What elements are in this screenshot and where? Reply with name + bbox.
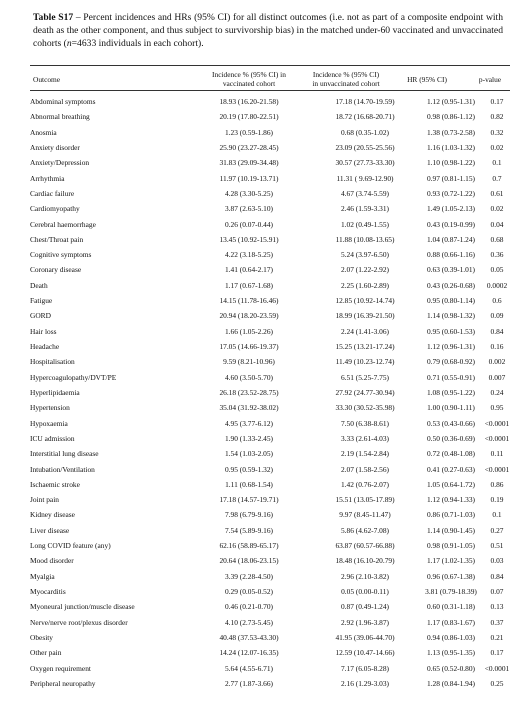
- cell-unvaccinated-incidence: 63.87 (60.57-66.88): [335, 541, 395, 551]
- header-pvalue: p-value: [478, 75, 502, 84]
- cell-hazard-ratio: 1.14 (0.90-1.45): [426, 525, 476, 535]
- table-row: [30, 523, 510, 538]
- cell-unvaccinated-incidence: 11.49 (10.23-12.74): [335, 357, 395, 367]
- cell-vaccinated-incidence: 35.04 (31.92-38.02): [219, 403, 279, 413]
- cell-p-value: 0.37: [490, 617, 504, 627]
- cell-hazard-ratio: 0.95 (0.60-1.53): [426, 326, 476, 336]
- table-row: [30, 477, 510, 492]
- cell-p-value: 0.02: [490, 204, 504, 214]
- cell-vaccinated-incidence: 20.94 (18.20-23.59): [219, 311, 279, 321]
- cell-unvaccinated-incidence: 17.18 (14.70-19.59): [335, 97, 395, 106]
- cell-outcome: Joint pain: [30, 495, 59, 505]
- cell-vaccinated-incidence: 1.17 (0.67-1.68): [224, 280, 274, 290]
- header-hr: HR (95% CI): [407, 75, 447, 84]
- table-row: [30, 308, 510, 323]
- cell-unvaccinated-incidence: 1.02 (0.49-1.55): [340, 219, 390, 229]
- cell-vaccinated-incidence: 17.05 (14.66-19.37): [219, 342, 279, 351]
- cell-hazard-ratio: 1.12 (0.95-1.31): [426, 97, 476, 106]
- cell-hazard-ratio: 1.14 (0.98-1.32): [426, 311, 476, 321]
- cell-p-value: 0.0002: [486, 280, 508, 290]
- cell-unvaccinated-incidence: 30.57 (27.73-33.30): [335, 158, 395, 168]
- table-row: [30, 339, 510, 354]
- cell-vaccinated-incidence: 0.26 (0.07-0.44): [224, 219, 274, 229]
- cell-hazard-ratio: 0.98 (0.86-1.12): [426, 112, 476, 122]
- cell-vaccinated-incidence: 13.45 (10.92-15.91): [219, 234, 279, 244]
- cell-vaccinated-incidence: 4.10 (2.73-5.45): [224, 617, 274, 627]
- header-unvaccinated: [290, 70, 402, 88]
- cell-unvaccinated-incidence: 27.92 (24.77-30.94): [335, 387, 395, 397]
- header-vaccinated-line2: vaccinated cohort: [222, 79, 276, 88]
- caption-n-symbol: n: [66, 38, 72, 49]
- table-row: [30, 247, 510, 262]
- cell-p-value: 0.84: [490, 571, 504, 581]
- cell-hazard-ratio: 0.71 (0.55-0.91): [426, 372, 476, 382]
- cell-outcome: Cognitive symptoms: [30, 250, 92, 260]
- table-row: [30, 507, 510, 522]
- cell-vaccinated-incidence: 4.95 (3.77-6.12): [224, 418, 274, 428]
- cell-unvaccinated-incidence: 11.31 ( 9.69-12.90): [336, 173, 394, 183]
- cell-unvaccinated-incidence: 0.05 (0.00-0.11): [341, 587, 389, 596]
- cell-hazard-ratio: 1.08 (0.95-1.22): [426, 387, 476, 397]
- cell-hazard-ratio: 0.88 (0.66-1.16): [426, 250, 476, 260]
- cell-hazard-ratio: 3.81 (0.79-18.39): [425, 587, 477, 596]
- cell-unvaccinated-incidence: 2.24 (1.41-3.06): [340, 326, 390, 336]
- table-row: [30, 324, 510, 339]
- cell-vaccinated-incidence: 1.41 (0.64-2.17): [224, 265, 274, 275]
- caption-dash: –: [73, 12, 84, 23]
- cell-unvaccinated-incidence: 2.92 (1.96-3.87): [340, 617, 390, 627]
- cell-unvaccinated-incidence: 4.67 (3.74-5.59): [340, 188, 390, 198]
- cell-p-value: 0.61: [490, 188, 504, 198]
- cell-unvaccinated-incidence: 41.95 (39.06-44.70): [335, 632, 395, 642]
- cell-hazard-ratio: 1.04 (0.87-1.24): [426, 234, 476, 244]
- cell-p-value: 0.09: [490, 311, 504, 321]
- cell-p-value: <0.0001: [484, 433, 510, 443]
- cell-unvaccinated-incidence: 3.33 (2.61-4.03): [340, 433, 390, 443]
- cell-vaccinated-incidence: 2.77 (1.87-3.66): [224, 678, 274, 688]
- cell-p-value: 0.19: [490, 495, 504, 505]
- cell-hazard-ratio: 0.94 (0.86-1.03): [426, 632, 476, 642]
- cell-hazard-ratio: 1.16 (1.03-1.32): [426, 142, 476, 152]
- table-row: [30, 599, 510, 614]
- cell-p-value: 0.13: [490, 602, 504, 612]
- cell-hazard-ratio: 1.28 (0.84-1.94): [426, 678, 476, 688]
- cell-unvaccinated-incidence: 2.19 (1.54-2.84): [340, 449, 390, 459]
- cell-hazard-ratio: 1.10 (0.98-1.22): [426, 158, 476, 168]
- cell-vaccinated-incidence: 1.23 (0.59-1.86): [224, 127, 274, 137]
- cell-p-value: 0.36: [490, 250, 504, 260]
- cell-p-value: 0.17: [490, 97, 504, 106]
- cell-unvaccinated-incidence: 1.42 (0.76-2.07): [340, 479, 390, 489]
- cell-outcome: Liver disease: [30, 525, 70, 535]
- cell-hazard-ratio: 0.72 (0.48-1.08): [426, 449, 476, 459]
- header-unvaccinated-line2: in unvaccinated cohort: [312, 79, 380, 88]
- cell-outcome: Kidney disease: [30, 510, 75, 520]
- cell-vaccinated-incidence: 14.15 (11.78-16.46): [219, 296, 279, 306]
- cell-vaccinated-incidence: 3.39 (2.28-4.50): [224, 571, 274, 581]
- cell-outcome: Hypoxaemia: [30, 418, 68, 428]
- cell-outcome: Other pain: [30, 648, 62, 658]
- cell-vaccinated-incidence: 11.97 (10.19-13.71): [219, 173, 279, 183]
- cell-p-value: <0.0001: [484, 418, 510, 428]
- cell-hazard-ratio: 0.96 (0.67-1.38): [426, 571, 476, 581]
- cell-p-value: 0.007: [488, 372, 506, 382]
- cell-unvaccinated-incidence: 2.16 (1.29-3.03): [340, 678, 390, 688]
- cell-vaccinated-incidence: 7.54 (5.89-9.16): [224, 525, 274, 535]
- table-row: [30, 186, 510, 201]
- cell-vaccinated-incidence: 25.90 (23.27-28.45): [219, 142, 279, 152]
- cell-unvaccinated-incidence: 2.07 (1.58-2.56): [340, 464, 390, 474]
- cell-outcome: Headache: [30, 342, 60, 351]
- table-row: [30, 630, 510, 645]
- caption-text: Percent incidences and HRs (95% CI) for all distinct outcomes (i.e. not as part of a composite endpoint with death as the other component, and thus subject to survivorship bias) in the matched under-60 vaccinated and unvaccinated cohorts (: [33, 12, 504, 49]
- table-row: [30, 262, 510, 277]
- cell-vaccinated-incidence: 1.66 (1.05-2.26): [224, 326, 274, 336]
- cell-hazard-ratio: 1.17 (1.02-1.35): [426, 556, 476, 566]
- cell-outcome: Abnormal breathing: [30, 112, 90, 122]
- table-row: [30, 584, 510, 599]
- table-row: [30, 492, 510, 507]
- cell-vaccinated-incidence: 62.16 (58.89-65.17): [219, 541, 279, 551]
- cell-p-value: 0.11: [490, 449, 504, 459]
- cell-vaccinated-incidence: 18.93 (16.20-21.58): [219, 97, 279, 106]
- cell-p-value: 0.02: [490, 142, 504, 152]
- table-row: [30, 676, 510, 691]
- cell-outcome: Coronary disease: [30, 265, 82, 275]
- cell-p-value: 0.86: [490, 479, 504, 489]
- cell-vaccinated-incidence: 5.64 (4.55-6.71): [224, 663, 274, 673]
- cell-outcome: Obesity: [30, 632, 53, 642]
- header-unvaccinated-line1: Incidence % (95% CI): [312, 70, 380, 79]
- cell-vaccinated-incidence: 40.48 (37.53-43.30): [219, 632, 279, 642]
- cell-p-value: 0.32: [490, 127, 504, 137]
- cell-hazard-ratio: 0.41 (0.27-0.63): [426, 464, 476, 474]
- table-row: [30, 354, 510, 369]
- cell-hazard-ratio: 0.63 (0.39-1.01): [426, 265, 476, 275]
- cell-unvaccinated-incidence: 2.96 (2.10-3.82): [340, 571, 390, 581]
- cell-unvaccinated-incidence: 18.99 (16.39-21.50): [335, 311, 395, 321]
- cell-hazard-ratio: 0.79 (0.68-0.92): [426, 357, 476, 367]
- cell-outcome: Hospitalisation: [30, 357, 75, 367]
- cell-vaccinated-incidence: 1.90 (1.33-2.45): [224, 433, 274, 443]
- cell-outcome: Interstitial lung disease: [30, 449, 99, 459]
- cell-hazard-ratio: 1.38 (0.73-2.58): [426, 127, 476, 137]
- cell-outcome: Cardiomyopathy: [30, 204, 80, 214]
- cell-vaccinated-incidence: 9.59 (8.21-10.96): [223, 357, 275, 367]
- cell-vaccinated-incidence: 26.18 (23.52-28.75): [219, 387, 279, 397]
- cell-hazard-ratio: 1.05 (0.64-1.72): [426, 479, 476, 489]
- table-header-rule: [30, 90, 510, 91]
- cell-p-value: 0.82: [490, 112, 504, 122]
- cell-outcome: Cardiac failure: [30, 188, 75, 198]
- cell-unvaccinated-incidence: 6.51 (5.25-7.75): [340, 372, 390, 382]
- cell-unvaccinated-incidence: 33.30 (30.52-35.98): [335, 403, 395, 413]
- cell-unvaccinated-incidence: 0.87 (0.49-1.24): [340, 602, 390, 612]
- table-row: [30, 370, 510, 385]
- cell-unvaccinated-incidence: 5.86 (4.62-7.08): [340, 525, 390, 535]
- cell-hazard-ratio: 1.00 (0.90-1.11): [427, 403, 475, 413]
- outcomes-table-body: [30, 94, 510, 691]
- cell-hazard-ratio: 1.13 (0.95-1.35): [426, 648, 476, 658]
- cell-outcome: Hair loss: [30, 326, 57, 336]
- cell-vaccinated-incidence: 20.64 (18.06-23.15): [219, 556, 279, 566]
- cell-outcome: Cerebral haemorrhage: [30, 219, 96, 229]
- cell-p-value: <0.0001: [484, 464, 510, 474]
- cell-unvaccinated-incidence: 18.48 (16.10-20.79): [335, 556, 395, 566]
- cell-hazard-ratio: 0.65 (0.52-0.80): [426, 663, 476, 673]
- cell-p-value: 0.1: [492, 158, 502, 168]
- cell-unvaccinated-incidence: 12.59 (10.47-14.66): [335, 648, 395, 658]
- cell-p-value: 0.07: [490, 587, 504, 596]
- cell-outcome: Chest/Throat pain: [30, 234, 84, 244]
- cell-outcome: ICU admission: [30, 433, 75, 443]
- header-vaccinated-line1: Incidence % (95% CI) in: [212, 70, 286, 79]
- cell-outcome: Anxiety disorder: [30, 142, 80, 152]
- cell-unvaccinated-incidence: 15.51 (13.05-17.89): [335, 495, 395, 505]
- cell-hazard-ratio: 0.95 (0.80-1.14): [426, 296, 476, 306]
- cell-hazard-ratio: 0.60 (0.31-1.18): [426, 602, 476, 612]
- table-row: [30, 278, 510, 293]
- table-row: [30, 569, 510, 584]
- cell-hazard-ratio: 1.12 (0.96-1.31): [426, 342, 476, 351]
- table-row: [30, 400, 510, 415]
- header-outcome: Outcome: [33, 75, 61, 84]
- cell-vaccinated-incidence: 20.19 (17.80-22.51): [219, 112, 279, 122]
- table-row: [30, 431, 510, 446]
- cell-outcome: Ischaemic stroke: [30, 479, 80, 489]
- cell-outcome: Nerve/nerve root/plexus disorder: [30, 617, 128, 627]
- caption-text-end: =4633 individuals in each cohort).: [71, 38, 204, 49]
- cell-unvaccinated-incidence: 23.09 (20.55-25.56): [335, 142, 395, 152]
- cell-hazard-ratio: 0.43 (0.19-0.99): [426, 219, 476, 229]
- cell-unvaccinated-incidence: 7.50 (6.38-8.61): [340, 418, 390, 428]
- cell-unvaccinated-incidence: 2.07 (1.22-2.92): [340, 265, 390, 275]
- cell-outcome: GORD: [30, 311, 51, 321]
- cell-vaccinated-incidence: 1.11 (0.68-1.54): [225, 479, 273, 489]
- cell-outcome: Hypertension: [30, 403, 70, 413]
- cell-p-value: 0.7: [492, 173, 502, 183]
- cell-unvaccinated-incidence: 9.97 (8.45-11.47): [339, 510, 391, 520]
- cell-p-value: 0.6: [492, 296, 502, 306]
- cell-vaccinated-incidence: 4.28 (3.30-5.25): [224, 188, 274, 198]
- cell-p-value: 0.1: [492, 510, 502, 520]
- table-row: [30, 109, 510, 124]
- table-row: [30, 553, 510, 568]
- cell-outcome: Mood disorder: [30, 556, 74, 566]
- cell-vaccinated-incidence: 1.54 (1.03-2.05): [224, 449, 274, 459]
- cell-unvaccinated-incidence: 2.46 (1.59-3.31): [340, 204, 390, 214]
- cell-hazard-ratio: 1.49 (1.05-2.13): [426, 204, 476, 214]
- table-row: [30, 416, 510, 431]
- cell-vaccinated-incidence: 4.60 (3.50-5.70): [224, 372, 274, 382]
- cell-outcome: Arrhythmia: [30, 173, 65, 183]
- cell-unvaccinated-incidence: 11.88 (10.08-13.65): [335, 234, 395, 244]
- cell-unvaccinated-incidence: 0.68 (0.35-1.02): [340, 127, 390, 137]
- cell-p-value: 0.03: [490, 556, 504, 566]
- cell-outcome: Long COVID feature (any): [30, 541, 111, 551]
- cell-hazard-ratio: 1.17 (0.83-1.67): [426, 617, 476, 627]
- cell-unvaccinated-incidence: 12.85 (10.92-14.74): [335, 296, 395, 306]
- cell-vaccinated-incidence: 0.29 (0.05-0.52): [224, 587, 274, 596]
- cell-p-value: <0.0001: [484, 663, 510, 673]
- table-row: [30, 232, 510, 247]
- table-row: [30, 293, 510, 308]
- cell-hazard-ratio: 0.86 (0.71-1.03): [426, 510, 476, 520]
- table-row: [30, 125, 510, 140]
- cell-p-value: 0.51: [490, 541, 504, 551]
- cell-hazard-ratio: 1.12 (0.94-1.33): [426, 495, 476, 505]
- cell-outcome: Intubation/Ventilation: [30, 464, 95, 474]
- cell-outcome: Abdominal symptoms: [30, 97, 96, 106]
- cell-unvaccinated-incidence: 5.24 (3.97-6.50): [340, 250, 390, 260]
- cell-vaccinated-incidence: 0.95 (0.59-1.32): [224, 464, 274, 474]
- cell-vaccinated-incidence: 17.18 (14.57-19.71): [219, 495, 279, 505]
- cell-hazard-ratio: 0.97 (0.81-1.15): [426, 173, 476, 183]
- cell-outcome: Peripheral neuropathy: [30, 678, 96, 688]
- cell-p-value: 0.05: [490, 265, 504, 275]
- cell-p-value: 0.25: [490, 678, 504, 688]
- cell-hazard-ratio: 0.50 (0.36-0.69): [426, 433, 476, 443]
- cell-vaccinated-incidence: 14.24 (12.07-16.35): [219, 648, 279, 658]
- table-row: [30, 155, 510, 170]
- cell-outcome: Myoneural junction/muscle disease: [30, 602, 135, 612]
- outcomes-table: [30, 94, 510, 691]
- cell-outcome: Death: [30, 280, 48, 290]
- cell-p-value: 0.17: [490, 648, 504, 658]
- cell-p-value: 0.27: [490, 525, 504, 535]
- table-row: [30, 645, 510, 660]
- table-row: [30, 201, 510, 216]
- cell-outcome: Anxiety/Depression: [30, 158, 90, 168]
- table-row: [30, 661, 510, 676]
- cell-unvaccinated-incidence: 7.17 (6.05-8.28): [340, 663, 390, 673]
- table-row: [30, 446, 510, 461]
- cell-hazard-ratio: 0.98 (0.91-1.05): [426, 541, 476, 551]
- cell-hazard-ratio: 0.53 (0.43-0.66): [426, 418, 476, 428]
- table-row: [30, 385, 510, 400]
- cell-vaccinated-incidence: 31.83 (29.09-34.48): [219, 158, 279, 168]
- cell-p-value: 0.68: [490, 234, 504, 244]
- cell-outcome: Anosmia: [30, 127, 57, 137]
- table-label: Table S17: [33, 12, 74, 23]
- table-caption: [33, 11, 503, 50]
- cell-hazard-ratio: 0.93 (0.72-1.22): [426, 188, 476, 198]
- cell-outcome: Fatigue: [30, 296, 53, 306]
- table-row: [30, 538, 510, 553]
- cell-outcome: Oxygen requirement: [30, 663, 91, 673]
- cell-unvaccinated-incidence: 18.72 (16.68-20.71): [335, 112, 395, 122]
- table-row: [30, 140, 510, 155]
- cell-vaccinated-incidence: 3.87 (2.63-5.10): [224, 204, 274, 214]
- cell-vaccinated-incidence: 0.46 (0.21-0.70): [224, 602, 274, 612]
- cell-p-value: 0.84: [490, 326, 504, 336]
- table-row: [30, 94, 510, 109]
- table-row: [30, 217, 510, 232]
- cell-vaccinated-incidence: 4.22 (3.18-5.25): [224, 250, 274, 260]
- cell-p-value: 0.16: [490, 342, 504, 351]
- cell-p-value: 0.95: [490, 403, 504, 413]
- cell-p-value: 0.24: [490, 387, 504, 397]
- cell-unvaccinated-incidence: 15.25 (13.21-17.24): [335, 342, 395, 351]
- cell-outcome: Myocarditis: [30, 587, 66, 596]
- table-row: [30, 615, 510, 630]
- table-row: [30, 462, 510, 477]
- cell-hazard-ratio: 0.43 (0.26-0.68): [426, 280, 476, 290]
- cell-outcome: Hyperlipidaemia: [30, 387, 80, 397]
- cell-outcome: Myalgia: [30, 571, 55, 581]
- cell-p-value: 0.002: [488, 357, 506, 367]
- cell-vaccinated-incidence: 7.98 (6.79-9.16): [224, 510, 274, 520]
- cell-outcome: Hypercoagulopathy/DVT/PE: [30, 372, 117, 382]
- cell-p-value: 0.04: [490, 219, 504, 229]
- cell-unvaccinated-incidence: 2.25 (1.60-2.89): [340, 280, 390, 290]
- cell-p-value: 0.21: [490, 632, 504, 642]
- table-top-rule: [30, 65, 510, 66]
- table-row: [30, 171, 510, 186]
